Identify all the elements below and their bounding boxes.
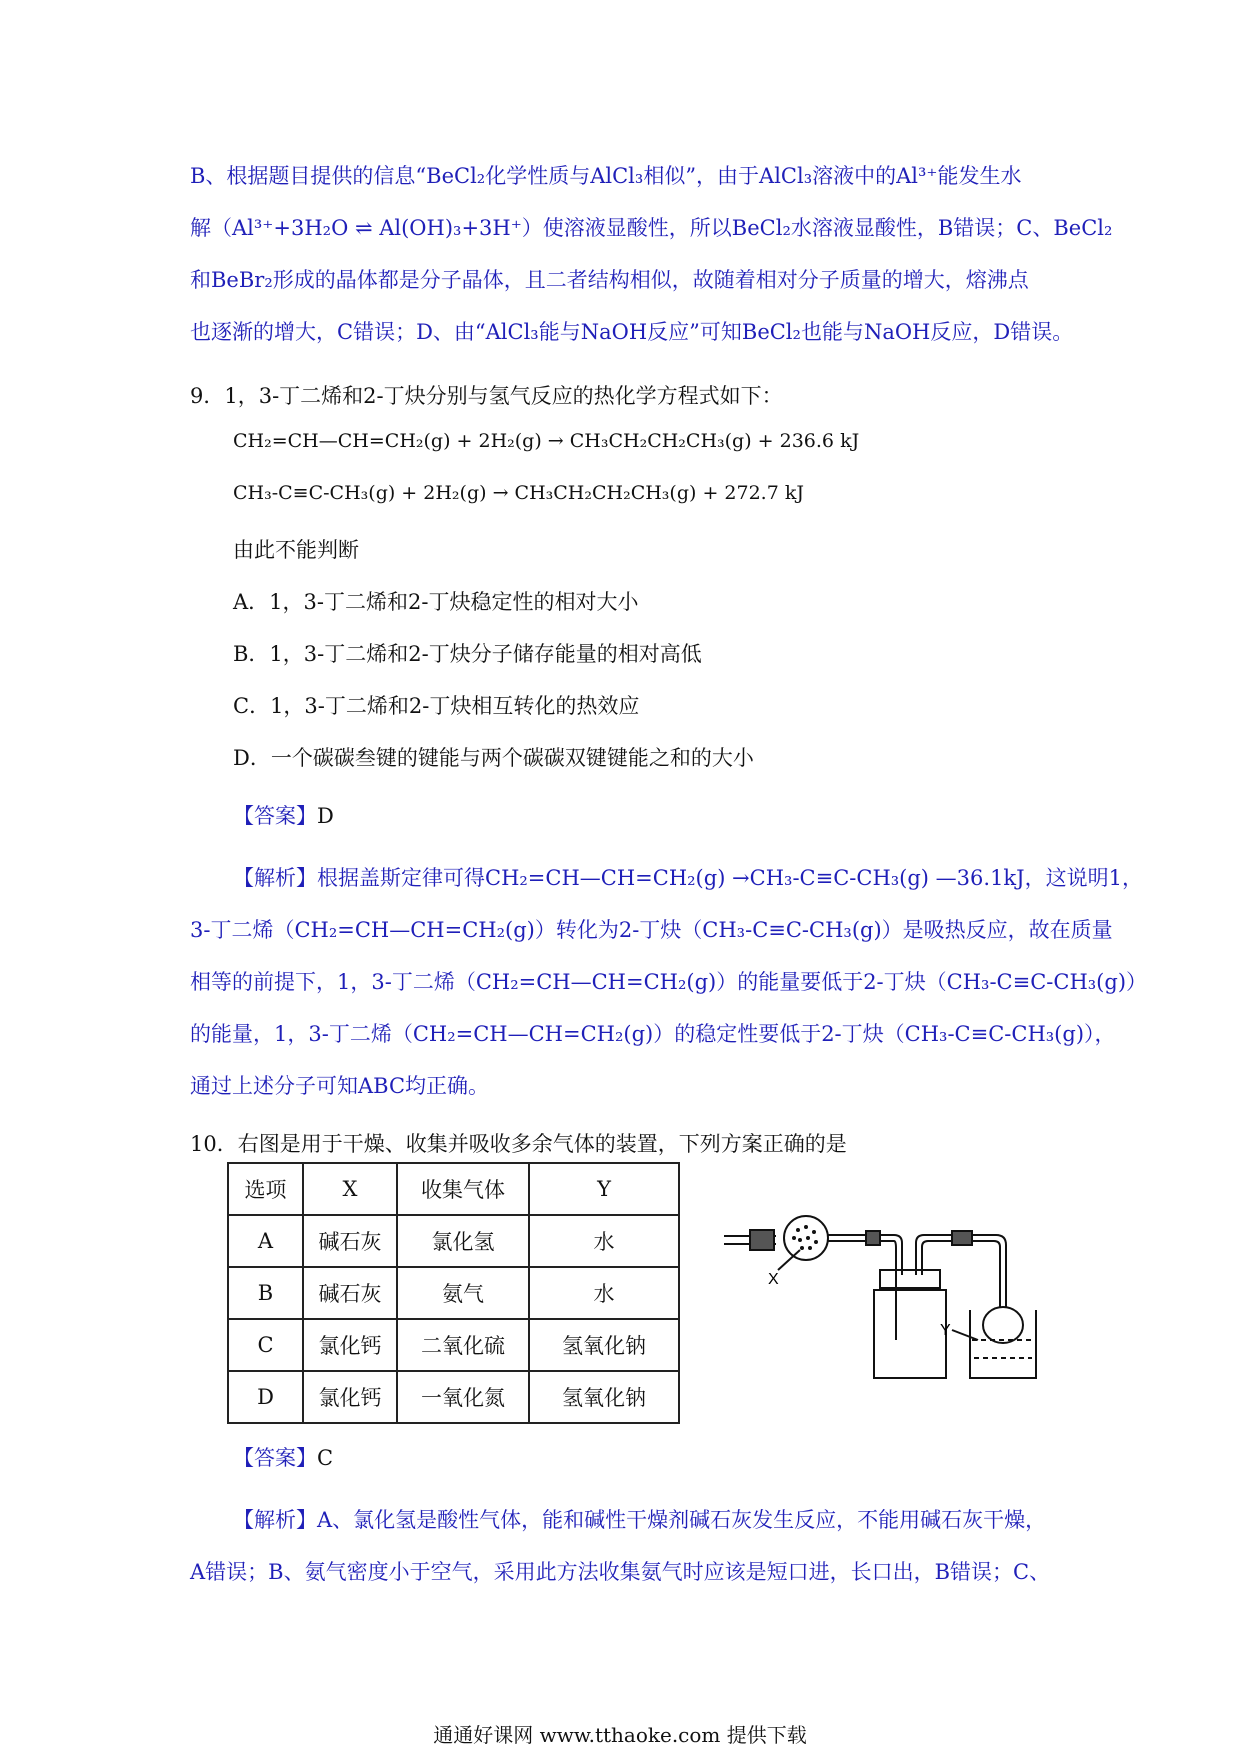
explanation-9-line3: 相等的前提下，1，3-丁二烯（CH₂=CH—CH=CH₂(g)）的能量要低于2-丁炔（CH₃-C≡C-CH₃(g)）: [190, 970, 1148, 994]
table-cell: B: [228, 1267, 303, 1319]
table-cell: C: [228, 1319, 303, 1371]
explanation-tag: 【解析】: [233, 866, 317, 890]
table-cell: 二氧化硫: [397, 1319, 529, 1371]
table-cell: 水: [529, 1215, 679, 1267]
explanation-text: 根据盖斯定律可得CH₂=CH—CH=CH₂(g) →CH₃-C≡C-CH₃(g) —36.1kJ，这说明1，: [317, 866, 1143, 890]
option-b: B．1，3-丁二烯和2-丁炔分子储存能量的相对高低: [233, 642, 702, 666]
explanation-tag: 【解析】: [233, 1508, 317, 1532]
explanation-9-line1: [233, 862, 1143, 892]
page-footer: 通通好课网 www.tthaoke.com 提供下载: [433, 1723, 807, 1747]
option-d: D．一个碳碳叁键的键能与两个碳碳双键键能之和的大小: [233, 746, 754, 770]
funnel: [983, 1307, 1023, 1343]
table-cell: 氢氧化钠: [529, 1371, 679, 1423]
drying-agent-dots: [792, 1225, 818, 1250]
equation-2: CH₃-C≡C-CH₃(g) + 2H₂(g) → CH₃CH₂CH₂CH₃(g) + 272.7 kJ: [233, 482, 804, 504]
label-x: X: [768, 1271, 779, 1288]
answer-value: C: [317, 1446, 334, 1470]
apparatus-figure: [716, 1180, 1046, 1380]
options-table: [227, 1162, 680, 1424]
table-header: 收集气体: [397, 1163, 529, 1215]
collection-bottle: [874, 1290, 946, 1378]
explanation-line: 解（Al³⁺+3H₂O ⇌ Al(OH)₃+3H⁺）使溶液显酸性，所以BeCl₂水溶液显酸性，B错误；C、BeCl₂: [190, 216, 1113, 240]
explanation-line: B、根据题目提供的信息“BeCl₂化学性质与AlCl₃相似”，由于AlCl₃溶液中的Al³⁺能发生水: [190, 164, 1022, 188]
table-cell: 氢氧化钠: [529, 1319, 679, 1371]
explanation-9-line2: 3-丁二烯（CH₂=CH—CH=CH₂(g)）转化为2-丁炔（CH₃-C≡C-CH₃(g)）是吸热反应，故在质量: [190, 918, 1113, 942]
explanation-10-line2: A错误；B、氨气密度小于空气，采用此方法收集氨气时应该是短口进，长口出，B错误；C、: [190, 1560, 1051, 1584]
table-cell: 氯化钙: [303, 1319, 397, 1371]
table-cell: 碱石灰: [303, 1267, 397, 1319]
table-header: X: [303, 1163, 397, 1215]
explanation-line: 也逐渐的增大，C错误；D、由“AlCl₃能与NaOH反应”可知BeCl₂也能与NaOH反应，D错误。: [190, 320, 1074, 344]
table-cell: 水: [529, 1267, 679, 1319]
table-header: 选项: [228, 1163, 303, 1215]
table-cell: A: [228, 1215, 303, 1267]
table-cell: 氨气: [397, 1267, 529, 1319]
equation-1: CH₂=CH—CH=CH₂(g) + 2H₂(g) → CH₃CH₂CH₂CH₃(g) + 236.6 kJ: [233, 430, 860, 452]
label-y: Y: [940, 1322, 951, 1339]
table-header: Y: [529, 1163, 679, 1215]
table-cell: 氯化钙: [303, 1371, 397, 1423]
table-cell: 碱石灰: [303, 1215, 397, 1267]
question-10-title: 10．右图是用于干燥、收集并吸收多余气体的装置，下列方案正确的是: [190, 1132, 847, 1156]
bottle-stopper: [880, 1270, 940, 1288]
explanation-9-line4: 的能量，1，3-丁二烯（CH₂=CH—CH=CH₂(g)）的稳定性要低于2-丁炔（CH₃-C≡C-CH₃(g)），: [190, 1022, 1116, 1046]
table-cell: 氯化氢: [397, 1215, 529, 1267]
answer-value: D: [317, 804, 334, 828]
answer-10: [233, 1442, 333, 1472]
answer-tag: 【答案】: [233, 1446, 317, 1470]
table-cell: D: [228, 1371, 303, 1423]
table-row: [228, 1267, 679, 1319]
table-row: [228, 1371, 679, 1423]
table-row: [228, 1215, 679, 1267]
option-c: C．1，3-丁二烯和2-丁炔相互转化的热效应: [233, 694, 640, 718]
question-9-stem: 由此不能判断: [233, 538, 359, 562]
table-header-row: [228, 1163, 679, 1215]
answer-9: [233, 800, 334, 830]
explanation-line: 和BeBr₂形成的晶体都是分子晶体，且二者结构相似，故随着相对分子质量的增大，熔沸点: [190, 268, 1029, 292]
table-row: [228, 1319, 679, 1371]
explanation-9-line5: 通过上述分子可知ABC均正确。: [190, 1074, 490, 1098]
table-cell: 一氧化氮: [397, 1371, 529, 1423]
answer-tag: 【答案】: [233, 804, 317, 828]
explanation-text: A、氯化氢是酸性气体，能和碱性干燥剂碱石灰发生反应，不能用碱石灰干燥，: [317, 1508, 1047, 1532]
explanation-10-line1: [233, 1504, 1046, 1534]
option-a: A．1，3-丁二烯和2-丁炔稳定性的相对大小: [233, 590, 639, 614]
question-9-title: 9．1，3-丁二烯和2-丁炔分别与氢气反应的热化学方程式如下：: [190, 384, 783, 408]
